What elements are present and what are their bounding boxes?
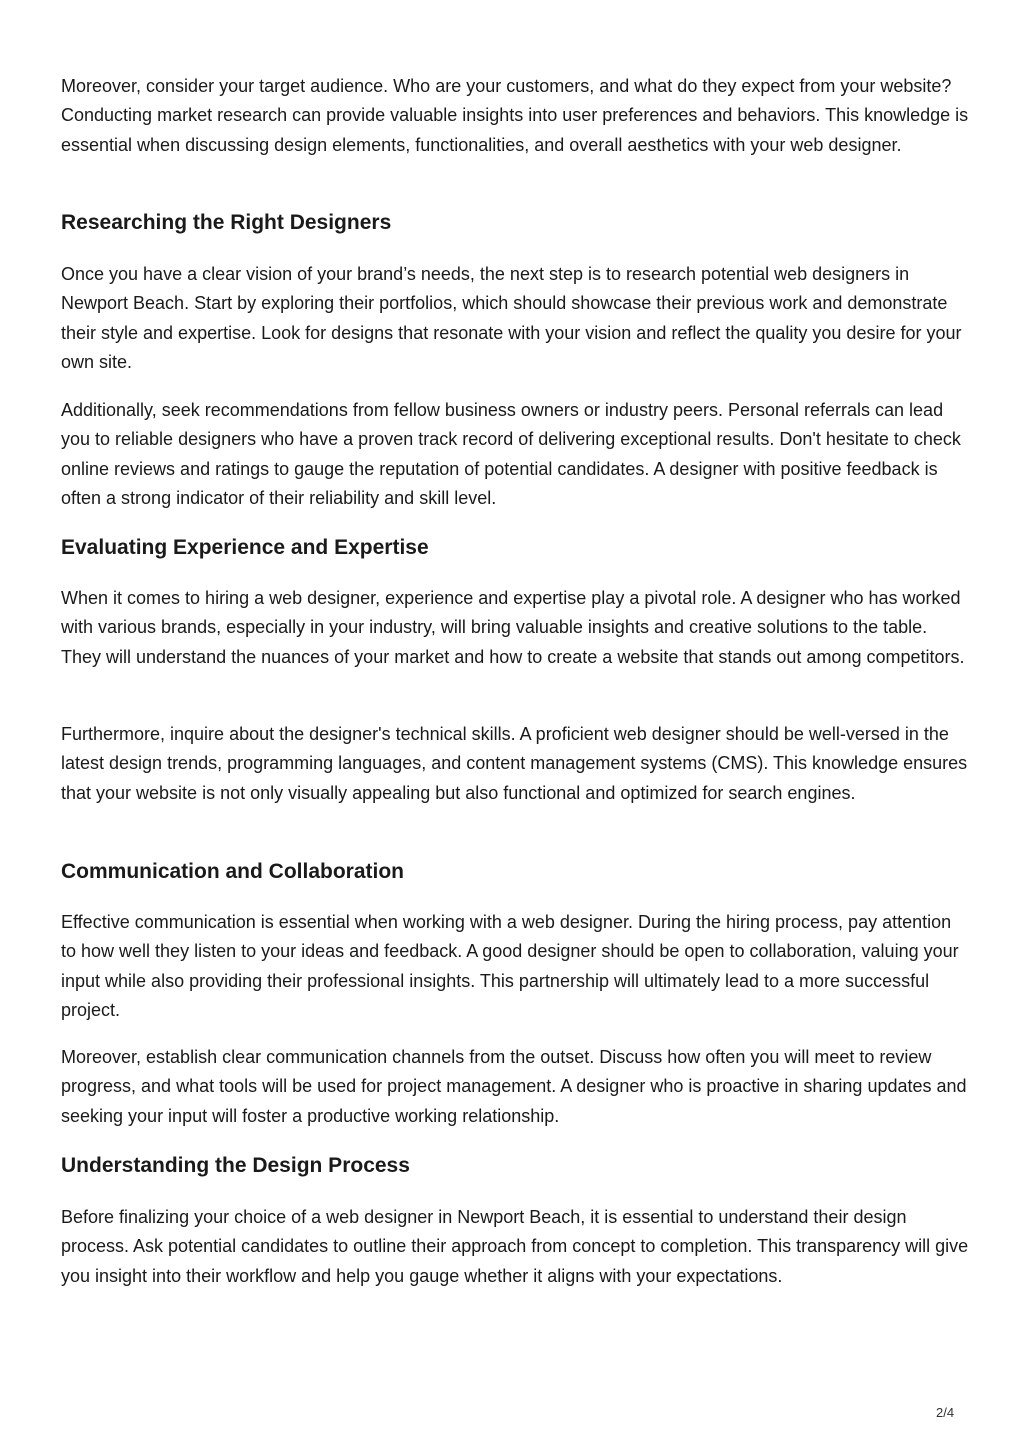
paragraph-design-process: Before finalizing your choice of a web designer in Newport Beach, it is essential to understand their design process. Ask potential candidates to outline their approach from concept to completion. This transparency will give you insight into their workflow and help you gauge whether it aligns with your expectations. [61,1207,969,1286]
heading-design-process: Understanding the Design Process [61,1154,410,1177]
paragraph-experience-expertise: When it comes to hiring a web designer, experience and expertise play a pivotal role. A designer who has worked with various brands, especially in your industry, will bring valuable insights and creative solutions to the table. They will understand the nuances of your market and how to create a website that stands out among competitors. [61,588,965,667]
heading-evaluating-experience: Evaluating Experience and Expertise [61,536,429,559]
heading-researching-designers: Researching the Right Designers [61,211,392,234]
paragraph-research-portfolios: Once you have a clear vision of your brand’s needs, the next step is to research potential web designers in Newport Beach. Start by exploring their portfolios, which should showcase their previous work and demonstrate their style and expertise. Look for designs that resonate with your vision and reflect the quality you desire for your own site. [61,264,962,372]
paragraph-target-audience: Moreover, consider your target audience. Who are your customers, and what do they expect from your website? Conducting market research can provide valuable insights into user preferences and behaviors. This knowledge is essential when discussing design elements, functionalities, and overall aesthetics with your web designer. [61,76,969,155]
paragraph-recommendations: Additionally, seek recommendations from fellow business owners or industry peers. Personal referrals can lead you to reliable designers who have a proven track record of delivering exceptional results. Don't hesitate to check online reviews and ratings to gauge the reputation of potential candidates. A designer with positive feedback is often a strong indicator of their reliability and skill level. [61,400,961,508]
paragraph-communication-channels: Moreover, establish clear communication channels from the outset. Discuss how often you will meet to review progress, and what tools will be used for project management. A designer who is proactive in sharing updates and seeking your input will foster a productive working relationship. [61,1047,967,1126]
page-number: 2/4 [936,1405,955,1420]
paragraph-effective-communication: Effective communication is essential when working with a web designer. During the hiring process, pay attention to how well they listen to your ideas and feedback. A good designer should be open to collaboration, valuing your input while also providing their professional insights. This partnership will ultimately lead to a more successful project. [61,912,959,1020]
paragraph-technical-skills: Furthermore, inquire about the designer's technical skills. A proficient web designer should be well-versed in the latest design trends, programming languages, and content management systems (CMS). This knowledge ensures that your website is not only visually appealing but also functional and optimized for search engines. [61,724,968,803]
heading-communication-collaboration: Communication and Collaboration [61,860,405,883]
